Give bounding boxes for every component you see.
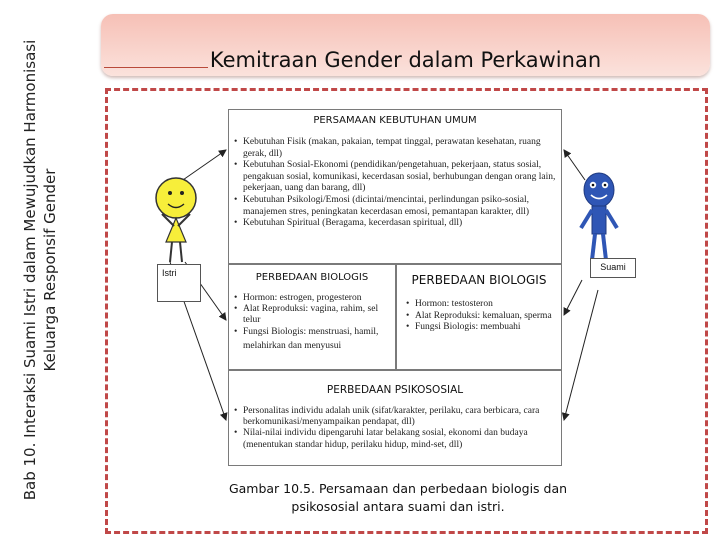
chapter-side-caption bbox=[0, 0, 80, 540]
list-item: • Kebutuhan Sosial-Ekonomi (pendidikan/pengetahuan, pekerjaan, status sosial, pengakuan sosial, komunikasi, kecerdasan sosial, berhubungan dengan orang lain, pekerjaan, uang dan barang, dll) bbox=[243, 160, 557, 195]
bio-men-box bbox=[396, 264, 562, 370]
wife-label: Istri bbox=[157, 264, 201, 302]
common-needs-list bbox=[229, 137, 561, 230]
list-item: • Kebutuhan Psikologi/Emosi (dicintai/mencintai, perlindungan psiko-sosial, manajemen stres, peningkatan kecerdasan emosi, pemantapan karakter, dll) bbox=[243, 195, 557, 218]
figure-caption-line1: Gambar 10.5. Persamaan dan perbedaan biologis dan bbox=[228, 481, 568, 496]
list-item: • Personalitas individu adalah unik (sifat/karakter, perilaku, cara berbicara, cara berkomunikasi/menyampaikan pendapat, dll) bbox=[243, 406, 557, 428]
list-item: • Hormon: testosteron bbox=[415, 299, 557, 311]
list-item: • Fungsi Biologis: membuahi bbox=[415, 322, 557, 334]
psychosocial-box bbox=[228, 370, 562, 466]
wife-figure bbox=[148, 170, 206, 265]
bio-women-heading: PERBEDAAN BIOLOGIS bbox=[255, 272, 369, 283]
chapter-caption-line2: Keluarga Responsif Gender bbox=[41, 168, 59, 372]
page-title: Kemitraan Gender dalam Perkawinan bbox=[209, 48, 602, 72]
list-item: • Fungsi Biologis: menstruasi, hamil, melahirkan dan menyusui bbox=[243, 325, 391, 353]
list-item: • Hormon: estrogen, progesteron bbox=[243, 293, 391, 304]
common-needs-box bbox=[228, 109, 562, 264]
list-item: • Kebutuhan Spiritual (Beragama, kecerdasan spiritual, dll) bbox=[243, 218, 557, 230]
bio-men-list bbox=[397, 299, 561, 334]
figure-caption-line2: psikososial antara suami dan istri. bbox=[291, 499, 505, 514]
psychosocial-list bbox=[229, 406, 561, 451]
list-item: • Kebutuhan Fisik (makan, pakaian, tempat tinggal, perawatan kesehatan, ruang gerak, dll) bbox=[243, 137, 557, 160]
list-item: • Alat Reproduksi: kemaluan, sperma bbox=[415, 311, 557, 323]
husband-label: Suami bbox=[590, 258, 636, 278]
list-item: • Alat Reproduksi: vagina, rahim, sel telur bbox=[243, 304, 391, 326]
chapter-caption-line1: Bab 10. Interaksi Suami Istri dalam Mewujudkan Harmonisasi bbox=[21, 39, 39, 501]
bio-men-heading: PERBEDAAN BIOLOGIS bbox=[411, 273, 547, 287]
banner-rule bbox=[104, 67, 208, 68]
bio-women-list bbox=[229, 293, 395, 353]
figure-caption bbox=[200, 480, 596, 516]
list-item: • Nilai-nilai individu dipengaruhi latar belakang sosial, ekonomi dan budaya (menentukan standar hidup, perilaku hidup, mind-set, dll) bbox=[243, 428, 557, 450]
husband-figure bbox=[576, 170, 622, 265]
common-needs-heading: PERSAMAAN KEBUTUHAN UMUM bbox=[313, 115, 477, 126]
bio-women-box bbox=[228, 264, 396, 370]
psychosocial-heading: PERBEDAAN PSIKOSOSIAL bbox=[326, 384, 464, 396]
